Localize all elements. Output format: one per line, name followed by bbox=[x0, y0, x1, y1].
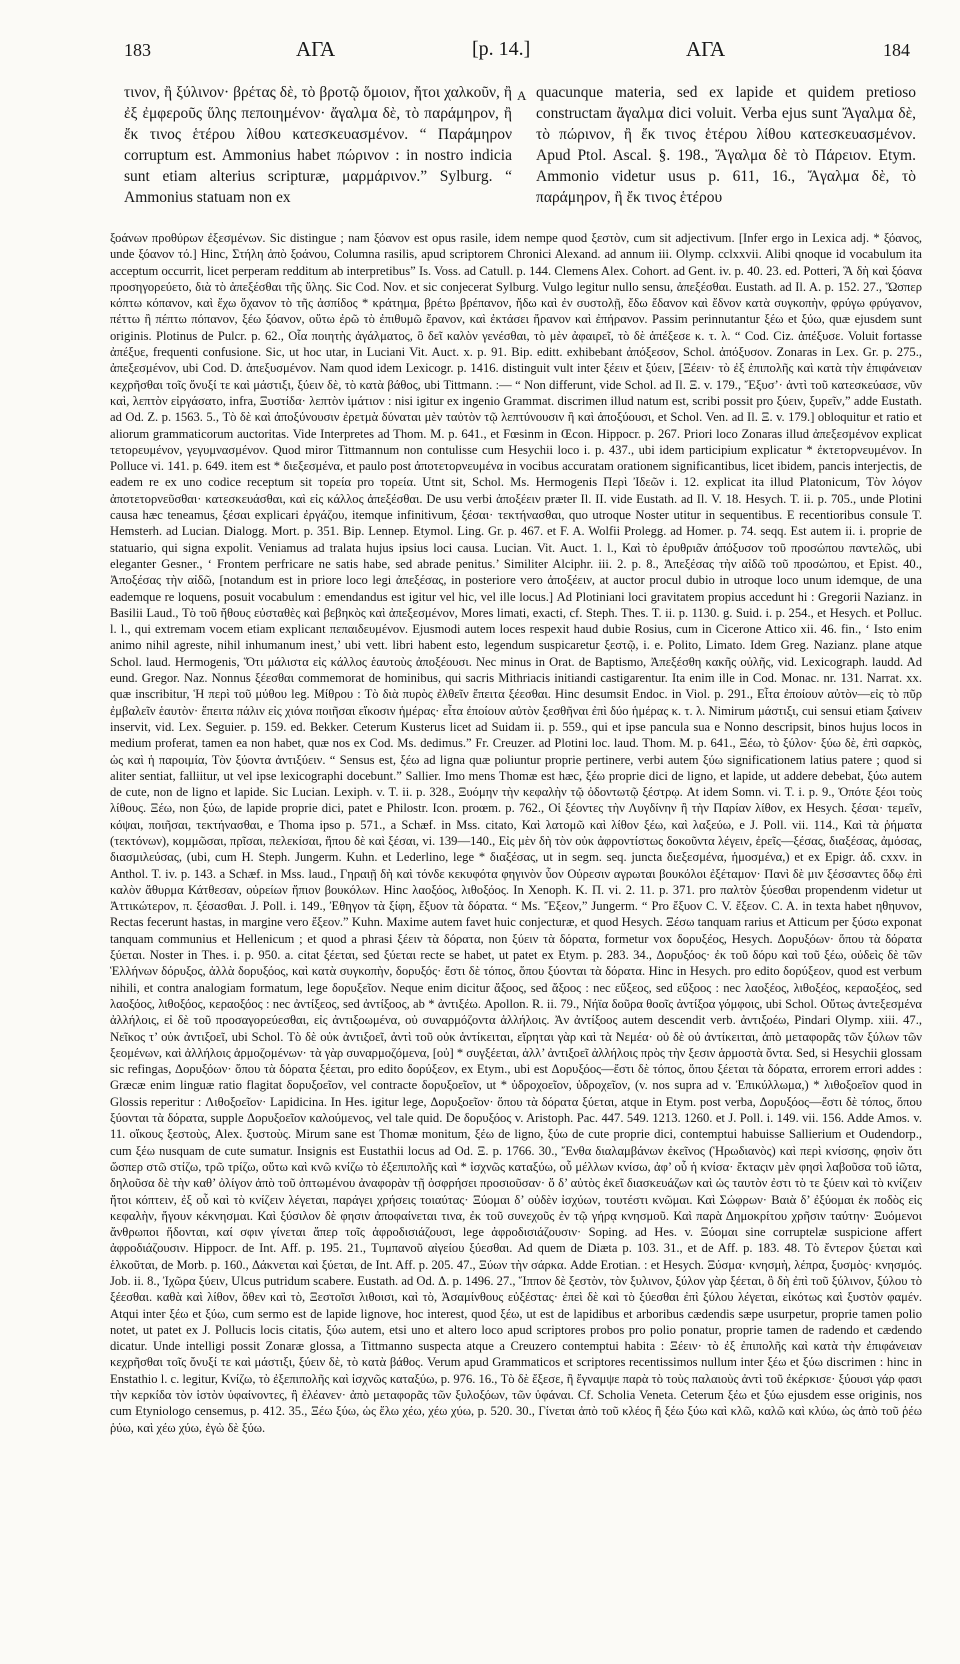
page-number-left: 183 bbox=[124, 40, 151, 60]
page-reference: [p. 14.] bbox=[472, 38, 531, 60]
column-marker: A bbox=[517, 88, 527, 103]
page-number-right: 184 bbox=[883, 40, 910, 60]
running-head-right: ΑΓΑ bbox=[686, 37, 726, 61]
notes-text: ξοάνων προθύρων ἐξεσμένων. Sic distingue ; nam ξόανον est opus rasile, idem nempe quod ξεστὸν, cum sit adjectivum. [Infer ergo in Lexica adj. * ξόανος, unde ξόανον τό.] Hinc, Στήλη ἀπὸ ξοάνου, Columna rasilis, apud scriptorem Chronici Alexand. ad annum iii. Olymp. cclxxvii. Alibi qnoque id vocabulum ita acceptum occurrit, licet perperam redditum ab interpretibus” Is. Voss. ad Catull. p. 144. Clemens Alex. Cohort. ad Gent. iv. p. 40. 23. ed. Potteri, Ἃ δὴ καὶ ξόανα προσηγορεύετο, διὰ τὸ ἀπεξέσθαι τῆς ὕλης. Sic Cod. Nov. et sic conjecerat Sylburg. Vulgo legitur nullo sensu, ἀπεξέσθαι. Eustath. ad Il. A. p. 152. 27., Ὥσπερ κόπτω κόπανον, καὶ ἔχω ὄχανον τὸ τῆς ἀσπίδος * κράτημα, βρέτω βρέπανον, ἤδω καὶ ἐν συστολῇ, ἔδω ἔδανον καὶ ἔδνον κατὰ συγκοπὴν, φρύγω φρύγανον, πέττω ἢ πέπτω πόπανον, ξέω ξόανον, οὕτω ἐρῶ τὸ ἐπιθυμῶ ἔρανον, καὶ ἐκτάσει ἤρανον καὶ ἐπήρανον. Passim perinnutantur ξέω et ξύω, quæ ejusdem sunt originis. Plotinus de Pulcr. p. 62., Οἷα ποιητὴς ἀγάλματος, ὃ δεῖ καλὸν γενέσθαι, τὸ μὲν ἀφαιρεῖ, τὸ δὲ ἀπέξεσε κ. τ. λ. “ Cod. Ciz. ἀπέξυσε. Voluit fortasse ἀπέξυε, frequenti confusione. Sic, ut hoc utar, in Luciani Vit. Auct. x. p. 91. Bip. editt. exhibebant ἀπόξεσον, Schol. ἀπόξυσον. Zonaras in Lex. Gr. p. 275., ἀπεξεσμένον, ubi Cod. D. ἀπεξυσμένον. Nam quod idem Lexicogr. p. 1416. distinguit vult inter ξέειν et ξύειν, [Ξέειν· τὸ ἐξ ἐπιπολῆς καὶ κατὰ τὴν ἐπιφάνειαν κεχρῆσθαι τοῖς ὄνυξί τε καὶ μάστιξι, ξύειν δὲ, τὸ κατὰ βάθος, ubi Tittmann. :— “ Non differunt, vide Schol. ad Il. Ξ. v. 179., Ἔξυσ’· ἀντὶ τοῦ κατεσκεύασε, νῦν καὶ, λεπτὸν εἰργάσατο, infra, Ξυστίδα· λεπτὸν ἱμάτιον : nisi igitur ex ingenio Grammat. discrimen illud natum est, scribi possit pro ξύειν, ξυρεῖν,” adde Eustath. ad Od. Z. p. 1563. 5., Τὸ δὲ καὶ ἀποξύνουσιν ἐρετμὰ δύναται μὲν ταὐτὸν τῷ λεπτύνουσιν ἢ καὶ ἀποξύουσι, et Schol. Ven. ad Il. Ξ. v. 179.] obloquitur et ratio et aliorum grammaticorum auctoritas. Vide Interpretes ad Thom. M. p. 641., et Fœsinm in Œcon. Hippocr. p. 267. Priori loco Zonaras illud ἀπεξεσμένον explicat τετορευμένον, γεγυμνασμένον. Quod miror Tittmannum non contulisse cum Hesychii loco i. p. 437., ubi idem participium explicatur * ἐκτετορνευμένον. In Polluce vi. 141. p. 649. item est * διεξεσμένα, et paulo post ἀποτετορνευμένα in vocibus accuratam orationem significantibus, licet ibidem, pancis interjectis, de eadem re ex uno codice receptum sit τορεία pro τορεία. Utnt sit, Schol. Ms. Hermogenis Περὶ Ἰδεῶν i. 12. explicat ita illud Platonicum, Τὸν λόγον ἀποτετορνεῦσθαι· κατεσκευάσθαι, καὶ εἰς κάλλος ἀπεξέσθαι. De usu verbi ἀποξέειν præter Il. II. vide Eustath. ad Il. V. 18. Hesych. T. ii. p. 705., unde Plotini causa hæc teneamus, ξέσαι explicari ἐργάζου, itemque infinitivum, ξέσαι· τεκτήνασθαι, quo utroque Noster utitur in sequentibus. E recentioribus consule T. Hemsterh. ad Lucian. Dialogg. Mort. p. 351. Bip. Lennep. Etymol. Ling. Gr. p. 467. et F. A. Wolfii Prolegg. ad Homer. p. 74. seqq. Est autem ii. i. proprie de statuario, qui signa expolit. Veniamus ad tralata hujus ipsius loci causa. Lucian. Vit. Auct. 1. l., Καὶ τὸ ἐρυθριᾶν ἀπόξυσον τοῦ προσώπου παντελῶς, ubi eleganter Gesner., ‘ Frontem perfricare ne satis habe, sed abrade penitus.’ Similiter Alciphr. iii. 2. p. 8., Ἀπεξέσας τὴν αἰδῶ τοῦ προσώπου, et Epist. 40., Ἀποξέσας τὴν αἰδῶ, [notandum est in priore loco legi ἀπεξέσας, in posteriore vero ἀποξέειν, at auctor procul dubio in utroque loco unum idemque, de una eademque re loquens, posuit vocabulum : emendandus est igitur vel hic, vel ille locus.] Ad Plotiniani loci gravitatem propius accedunt hi : Gregorii Nazianz. in Basilii Laud., Τὸ τοῦ ἤθους εὐσταθὲς καὶ βεβηκὸς καὶ ἀπεξεσμένον, Mores limati, exacti, cf. Steph. Thes. T. ii. p. 1130. g. Suid. i. p. 254., et Hesych. et Polluc. l. l., qui extremam vocem etiam explicant πεπαιδευμένον. Ejusmodi autem loces respexit haud dubie Rosius, cum in Cicerone Attico xii. 46. fin., ‘ Isto enim animo nihil agreste, nihil inhumanum inest,’ ubi vett. libri habent esto, legendum suspicaretur ξεστῷ, i. e. Polito, Limato. Idem Greg. Nazianz. plane atque Schol. laud. Hermogenis, Ὅτι μάλιστα εἰς κάλλος ἑαυτοὺς ἀποξέουσι. Nec minus in Orat. de Baptismo, Ἀπεξέσθη κακῆς οὐλῆς, vid. Lexicograph. laudd. Ad eund. Gregor. Naz. Nonnus ξέεσθαι commemorat de hominibus, qui sacris Mithriacis initiandi castigarentur. Ita enim ille in Cod. Monac. nr. 131. Narrat. xx. quæ inscribitur, Ἡ περὶ τοῦ μύθου leg. Μίθρου : Τὸ διὰ πυρὸς ἐλθεῖν ἔπειτα ξέεσθαι. Hinc desumsit Endoc. in Viol. p. 291., Εἶτα ἐποίουν αὐτὸν—εἰς τὸ πῦρ ἐμβαλεῖν ἑαυτὸν· ἔπειτα πάλιν εἰς χιόνα ποιῆσαι εἴκοσιν ἡμέρας· εἶτα ἐποίουν αὐτὸν ξεσθῆναι ἐπὶ δύο ἡμέρας κ. τ. λ. Nimirum μάστιξι, cui sensui etiam ξαίνειν inservit, vid. Lex. Seguier. p. 159. ed. Bekker. Ceterum Kusterus licet ad Suidam ii. p. 559., qui et ipse pancula sua e Nonno descripsit, binos hujus locos in medium proferat, tamen ea non habet, quæ nos ex Cod. Ms. dedimus.” Fr. Creuzer. ad Plotini loc. laud. Thom. M. p. 641., Ξέω, τὸ ξύλον· ξύω δὲ, ἐπὶ σαρκὸς, ὡς καὶ ἡ παροιμία, Τὸν ξύοντα ἀντιξύειν. “ Sensus est, ξέω ad ligna quæ poliuntur proprie pertinere, verbi autem ξύω significationem latius patere ; quod si aliter sentiat, falliitur, ut vel ipse lexicographi docebunt.” Sallier. Imo mens Thomæ est hæc, ξέω proprie dici de ligno, et lapide, ut addere debebat, ξύω autem de cute, non de ligno et lapide. Sic Lucian. Lexiph. v. T. ii. p. 328., Ξυόμην τὴν κεφαλὴν τῷ ὀδοντωτῷ ξέστρῳ. At idem Somn. vi. T. i. p. 9., Ὁπότε ξέοι τοὺς λίθους. Ξέω, non ξύω, de lapide proprie dici, patet e Philostr. Icon. proœm. p. 762., Οἱ ξέοντες τὴν Λυγδίνην ἢ τὴν Παρίαν λίθον, ex Hesych. ξέσαι· τεμεῖν, κόψαι, ποιῆσαι, τεκτήνασθαι, e Thoma ipso p. 571., a Schæf. in Mss. citato, Καὶ λατομῶ καὶ λίθον ξέω, καὶ λαξεύω, e J. Poll. vii. 114., Καὶ τὰ ῥήματα (τεκτόνων), κομμῶσαι, πρῖσαι, πελεκίσαι, ἥπου δὲ καὶ ξέσαι, vi. 139—140., Εἰς μὲν δὴ τὸν οὐκ ἀφροντίστως δοκοῦντα λέγειν, ἐρεῖς—ξέσας, διαξέσας, ἀμόσας, διασμιλεύσας, (ubi, cum H. Steph. Jungerm. Kuhn. et Lederlino, lege * διαξέσας, ut in segm. seq. juncta διεξεσμένα, ἡμοσμένα,) et ex Epigr. ἀδ. cxxv. in Anthol. T. iv. p. 143. a Schæf. in Mss. laud., Γηραιῇ δὴ καὶ τόνδε κεκυφότα φηγινὸν ὗον Οὐρεσιν αγρωται βουκόλοι ἐξέταμον· Πανὶ δὲ μιν ξέσσαντες ὅδῳ ἐπὶ καλὸν ἄθυρμα Κάτθεσαν, οὐρείων ἤπιον βουκόλων. Hinc λαοξόος, λιθοξόος. In Xenoph. K. Π. vi. 2. 11. p. 371. pro παλτὸν ξύεσθαι propendenm videtur ut Ἀττικώτερον, π. ξέσασθαι. J. Poll. i. 149., Ἐθηγον τὰ ξίφη, ἔξυον τὰ δόρατα. “ Ms. Ἔξεον,” Jungerm. “ Pro ἔξυον C. V. ἔξεον. C. A. in texta habet ηθηυνον, Rectas fecerunt hastas, in margine vero ἔξεον.” Kuhn. Maxime autem favet huic conjecturæ, et quod Hesych. Ξέσω tanquam rarius et Atticum per ξύσω exponat tanquam communius et Hellenicum ; et quod a phrasi ξέειν τὰ δόρατα, non ξύειν τὰ δόρατα, formetur vox δορυξέος, Hesych. Δορυξόων· ὅπου τὰ δόρατα ξύεται. Noster in Thes. i. p. 950. a. citat ξέεται, sed ξύεται recte se habet, ut patet ex Etym. p. 283. 34., Δορυξόος· ἐκ τοῦ δόρυ καὶ τοῦ ξέω, οὐδεὶς δὲ τῶν Ἑλλήνων δόρυξος, ἀλλὰ δορυξόος, καὶ κατὰ συγκοπὴν, δορυξός· ἔστι δὲ τόπος, ὅπου ξύονται τὰ δόρατα. Hinc in Hesych. pro edito δορύξεον, quod est verbum nihili, et contra analogiam formatum, lege δορυξεῖον. Neque enim dicitur ἄξοος, sed ἄξοος : nec εὔξεος, sed εὔξοος : nec λαοξέος, λιθοξέος, κεραοξέος, sed λαοξόος, λιθοξόος, κεραοξόος : nec ἀντίξεος, sed ἀντίξοος, ab * ἀντιξέω. Apollon. R. ii. 79., Νήϊα δοῦρα θοοῖς ἀντίξοα γόμφοις, ubi Schol. Οὕτως ἀντεξεσμένα ἀλλήλοις, εἰ δὲ τοῦ προσαγορεύεσθαι, εἰς ἀντιξοωμένα, οὐ συναρμόζοντα ἀλλήλοις. Ἀν ἀντίξοος autem descendit verb. ἀντιξοέω, Pindari Olymp. xiii. 47., Νεῖκος τ’ οὐκ ἀντιξοεῖ, ubi Schol. Τὸ δὲ οὐκ ἀντιξοεῖ, ἀντὶ τοῦ οὐκ ἀντίκειται, εἴρηται γὰρ καὶ τὰ Νεμέα· οὐ δὲ οὐ ἀντίκειται, ἀπὸ μεταφορᾶς τῶν ξύλων τῶν ξεομένων, καὶ ἀλλήλοις ἁρμοζομένων· τὰ γὰρ συναρμοζόμενα, [οὐ] * συγξέεται, ἀλλ’ ἀντιξοεῖ ἀλλήλοις πρὸς τὴν ξεσιν ἁρμοστὰ ὄντα. Sed, si Hesychii glossam sic refingas, Δορυξόων· ὅπου τὰ δόρατα ξέεται, pro edito δορύξεον, ex Etym., ubi est Δορυξόος—ἔστι δὲ τόπος, ὅπου ξέεται τὰ δόρατα, errorem errori addes : Græcæ enim linguæ ratio flagitat δορυξοεῖον, vel contracte δορυξοεῖον, ut * ὑδροχοεῖον, ὑδροχεῖον, (v. nos supra ad v. Ἐπικύλλωμα,) * λιθοξοεῖον quod in Glossis reperitur : Λιθοξοεῖον· Lapidicina. In Hes. igitur lege, Δορυξοεῖον· ὅπου τὰ δόρατα ξύεται, atque in Etym. post verba, Δορυξόος—ἔστι δὲ τόπος, ὅπου ξύονται τὰ δόρατα, supple Δορυξοεῖον καλούμενος, vel tale quid. De δορυξόος v. Aristoph. Pac. 447. 549. 1213. 1260. et J. Poll. i. 149. vii. 156. Adde Amos. v. 11. οἴκους ξεστοὺς, Alex. ξυστοὺς. Mirum sane est Thomæ monitum, ξέω de ligno, ξύω de cute proprie dici, contemptui habuisse Sallierium et Oudendorp., cum ξέω nusquam de cute sumatur. Insignis est Eustathii locus ad Od. Ξ. p. 1766. 30., Ἔνθα διαλαμβάνων ἐκεῖνος (Ἡρωδιανὸς) καὶ περὶ κνίσσης, φησὶν ὅτι ὥσπερ στῶ στίζω, τρῶ τρίζω, οὕτω καὶ κνῶ κνίζω τὸ ἐξεπιπολῆς καὶ * ἰσχνῶς καταξύω, οὗ μέλλων κνίσω, ἀφ’ οὗ ἡ κνίσα· ἔκταςιν μὲν φησὶ λαβοῦσα τοῦ ἰῶτα, δηλοῦσα δὲ τὴν καθ’ ὀλίγον ἀπὸ τοῦ ὀπτωμένου ἀναφορὰν τῇ ὀσφρήσει προσιοῦσαν· ὅ δ’ αὐτὸς ἐκεῖ διασκευάζων καὶ ὡς ταυτὸν ἐστι τὸ τε ξύειν καὶ τὸ κνίζειν ἤτοι κόπτειν, ἐξ οὗ καὶ τὸ κνίζειν λέγεται, παράγει χρήσεις τοιαύτας· Ξύομαι δ’ οὐδὲν ἰσχύων, τουτέστι κνῶμαι. Καὶ Σώφρων· Βαιὰ δ’ ἐξύομαι ἐκ ποδὸς εἰς κεφαλὴν, ἤγουν κέκνησμαι. Καὶ ξύσιλον δὲ φησιν ἀποφαίνεται τινα, ἐκ τοῦ συνεχοῦς ἐν τῷ γήρᾳ κνησμοῦ. Καὶ παρὰ Δημοκρίτου χρῆσιν ταύτην· Ξυόμενοι ἄνθρωποι ἥδονται, καί σφιν γίνεται ἅπερ τοῖς ἀφροδισιάζουσι, lege ἀφροδισιάζουσιν· Soping. ad Hes. v. Ξύομαι sine corruptelæ suspicione affert ἀφροδιάζουσιν. Hippocr. de Int. Aff. p. 195. 21., Τυμπανοῦ αἰγείου ξύεσθαι. Ad quem de Diæta p. 103. 31., et de Aff. p. 183. 48. Τὸ ἔντερον ξύεται καὶ ἑλκοῦται, de Morb. p. 160., Δάκνεται καὶ ξύεται, de Int. Aff. p. 205. 47., Ξύων τὴν σάρκα. Adde Erotian. : et Hesych. Ξύσμα· κνησμὴ, λέπρα, ξυσμὸς· κνησμός. Job. ii. 8., Ἰχῶρα ξύειν, Ulcus putridum scabere. Eustath. ad Od. Δ. p. 1496. 27., Ἵππον δὲ ξεστὸν, τὸν ξυλινον, ξύλον γὰρ ξέεται, ὃ δὴ ἐπὶ τοῦ ξύλινον, ξύλου τὸ ξέεσθαι. καθὰ καὶ λίθον, ὅθεν καὶ τὸ, Ξεστοῖσι λιθοισι, καὶ τὸ, Ἀσαμίνθους εὐξέστας· ἐπεὶ δὲ καὶ τὸ ξύεσθαι ἐπὶ ξύλου λέγεται, εἰκότως καὶ ξυστὸν φαμέν. Atqui inter ξέω et ξύω, cum sermo est de lapide lignove, hoc interest, quod ξέω, ut est de lapidibus et arboribus cædendis sæpe usurpetur, proprie tamen polio notet, ut patet ex J. Pollucis locis citatis, ξύω autem, etsi uno et altero loco apud scriptores probos pro polio ponatur, proprie tamen de radendo et cædendo dicatur. Unde intelligi possit Zonaræ glossa, a Tittmanno suspecta atque a Creuzero contemptui habita : Ξέειν· τὸ ἐξ ἐπιπολῆς καὶ κατὰ τὴν ἐπιφάνειαν κεχρῆσθαι τοῖς ὄνυξί τε καὶ μάστιξι, ξύειν δὲ, τὸ κατὰ βάθος. Verum apud Grammaticos et scriptores recentissimos nullum inter ξέω et ξύω discrimen : hinc in Enstathio l. c. legitur, Κνίζω, τὸ ἐξεπιπολῆς καὶ ἰσχνῶς καταξύω, p. 976. 16., Τὸ δὲ ἔξεσε, ἢ ἔγναμψε παρὰ τὸ τοὺς παλαιοὺς ἀντὶ τοῦ ἐκέρκισε· ξύουσι γάρ φασι τὴν κερκίδα τὸν ἱστὸν ὑφαίνοντες, ἢ ἐλέανεν· ἀπὸ μεταφορᾶς τῶν ξυλοξόων, τῶν ὑφάναι. Cf. Scholia Veneta. Ceterum ξέω et ξύω ejusdem esse originis, nos cum Etyniologo censemus, p. 412. 35., Ξέω ξύω, ὡς ἕλω χέω, χέω χύω, p. 520. 30., Γίνεται ἀπὸ τοῦ κλέος ἢ ξέω ξύω καὶ κλῶ, καλῶ καὶ κλύω, ὡς ἀπὸ τοῦ ῥέω ῥύω, καὶ χέω χύω, ἐγὼ δὲ ξύω. bbox=[110, 231, 922, 1435]
running-head-left: ΑΓΑ bbox=[296, 37, 336, 61]
left-column-text: τινον, ἢ ξύλινον· βρέτας δὲ, τὸ βροτῷ ὅμοιον, ἤτοι χαλκοῦν, ἢ ἐξ ἐμφεροῦς ὕλης πεποιημένον· ἄγαλμα δὲ, τὸ παράμηρον, ἢ ἔκ τινος ἑτέρου λίθου κατεσκευασμένον. “ Παράμηρον corruptum est. Ammonius habet πώρινον : in nostro indicia sunt etiam alterius scripturæ, μαρμάρινον.” Sylburg. “ Ammonius statuam non ex bbox=[124, 84, 512, 206]
page-header bbox=[124, 37, 910, 70]
notes-block bbox=[110, 230, 922, 1642]
right-column-text: quacunque materia, sed ex lapide et quidem pretioso constructam ἄγαλμα dici voluit. Verba ejus sunt Ἄγαλμα δὲ, τὸ πώρινον, ἢ ἔκ τινος ἑτέρου λίθου κατεσκευασμένον. Apud Ptol. Ascal. §. 198., Ἄγαλμα δὲ τὸ Πάρειον. Etym. Ammonio videtur usus p. 611, 16., Ἄγαλμα δὲ, τὸ παράμηρον, ἢ ἔκ τινος ἑτέρου bbox=[536, 84, 916, 206]
